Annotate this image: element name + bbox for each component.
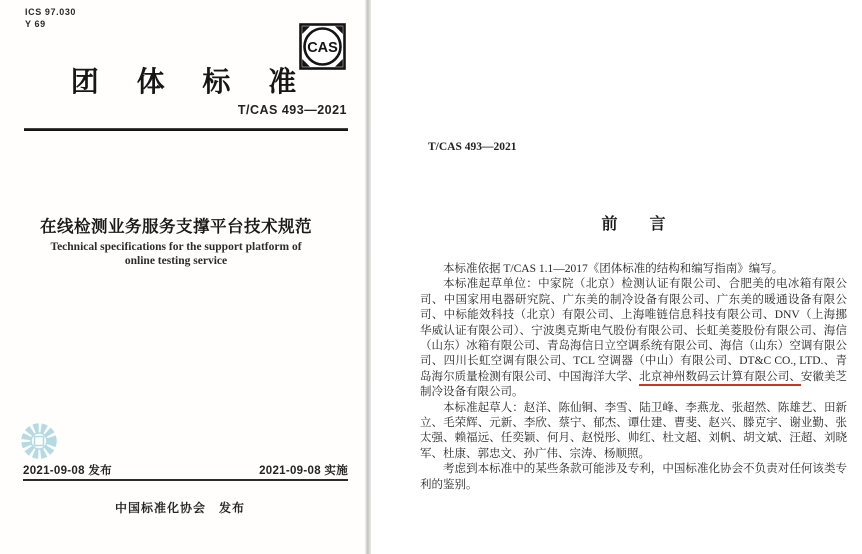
issue-date: 2021-09-08 发布: [23, 465, 112, 477]
implementation-date: 2021-09-08 实施: [259, 465, 348, 477]
standard-title-zh: 在线检测业务服务支撑平台技术规范: [40, 218, 312, 236]
paragraph-basis: 本标准依据 T/CAS 1.1—2017《团体标准的结构和编写指南》编写。: [443, 263, 784, 275]
paragraph-drafting-organizations: [420, 277, 847, 400]
standard-title-en-line1: Technical specifications for the support platform of: [50, 241, 302, 253]
seal-icon: [19, 421, 59, 461]
preface-page: [371, 0, 862, 554]
drafting-organizations-tail: 安徽美芝制冷设备有限公司。: [420, 370, 848, 399]
standard-title-en: [0, 240, 352, 268]
classification-code: Y 69: [25, 19, 46, 29]
highlighted-organization: 北京神州数码云计算有限公司、: [639, 371, 801, 386]
blue-stamp-seal: [19, 421, 59, 466]
cover-page: [0, 0, 367, 554]
footer-rule: [23, 479, 348, 481]
page-header-standard-number: T/CAS 493—2021: [428, 141, 517, 153]
drafting-organizations-text: 本标准起草单位：中家院（北京）检测认证有限公司、合肥美的电冰箱有限公司、中国家用电器研究院、广东美的制冷设备有限公司、广东美的暖通设备有限公司、中标能效科技（北京）有限公司、上海唯链信息科技有限公司、DNV（上海挪华威认证有限公司）、宁波奥克斯电气股份有限公司、长虹美菱股份有限公司、海信（山东）冰箱有限公司、青岛海信日立空调系统有限公司、海信（山东）空调有限公司、四川长虹空调有限公司、TCL 空调器（中山）有限公司、DT&C CO., LTD.、青岛海尔质量检测有限公司、中国海洋大学、: [420, 278, 847, 383]
ics-code: ICS 97.030: [25, 7, 77, 17]
header-rule: [24, 128, 348, 131]
preface-body: [420, 262, 847, 493]
paragraph-patent-note: 考虑到本标准中的某些条款可能涉及专利，中国标准化协会不负责对任何该类专利的鉴别。: [420, 463, 847, 491]
publisher: 中国标准化协会 发布: [114, 501, 245, 515]
date-row: [23, 462, 348, 478]
preface-title: 前言: [601, 216, 698, 233]
standard-number: T/CAS 493—2021: [237, 103, 347, 117]
cas-logo-text: CAS: [307, 40, 338, 56]
doc-type-title: 团体标准: [70, 66, 334, 97]
paragraph-drafters: 本标准起草人：赵洋、陈仙铜、李雪、陆卫峰、李燕龙、张超然、陈雄艺、田新立、毛荣辉、元新、李欣、蔡宁、郁杰、谭仕建、曹斐、赵兴、滕克宇、谢业勤、张太强、赖福远、任奕颖、何月、赵悦彤、帅红、杜文超、刘帆、胡文斌、汪超、刘晓军、杜康、郭忠文、孙广伟、宗涛、杨顺照。: [420, 401, 847, 460]
standard-title-en-line2: online testing service: [124, 255, 228, 267]
